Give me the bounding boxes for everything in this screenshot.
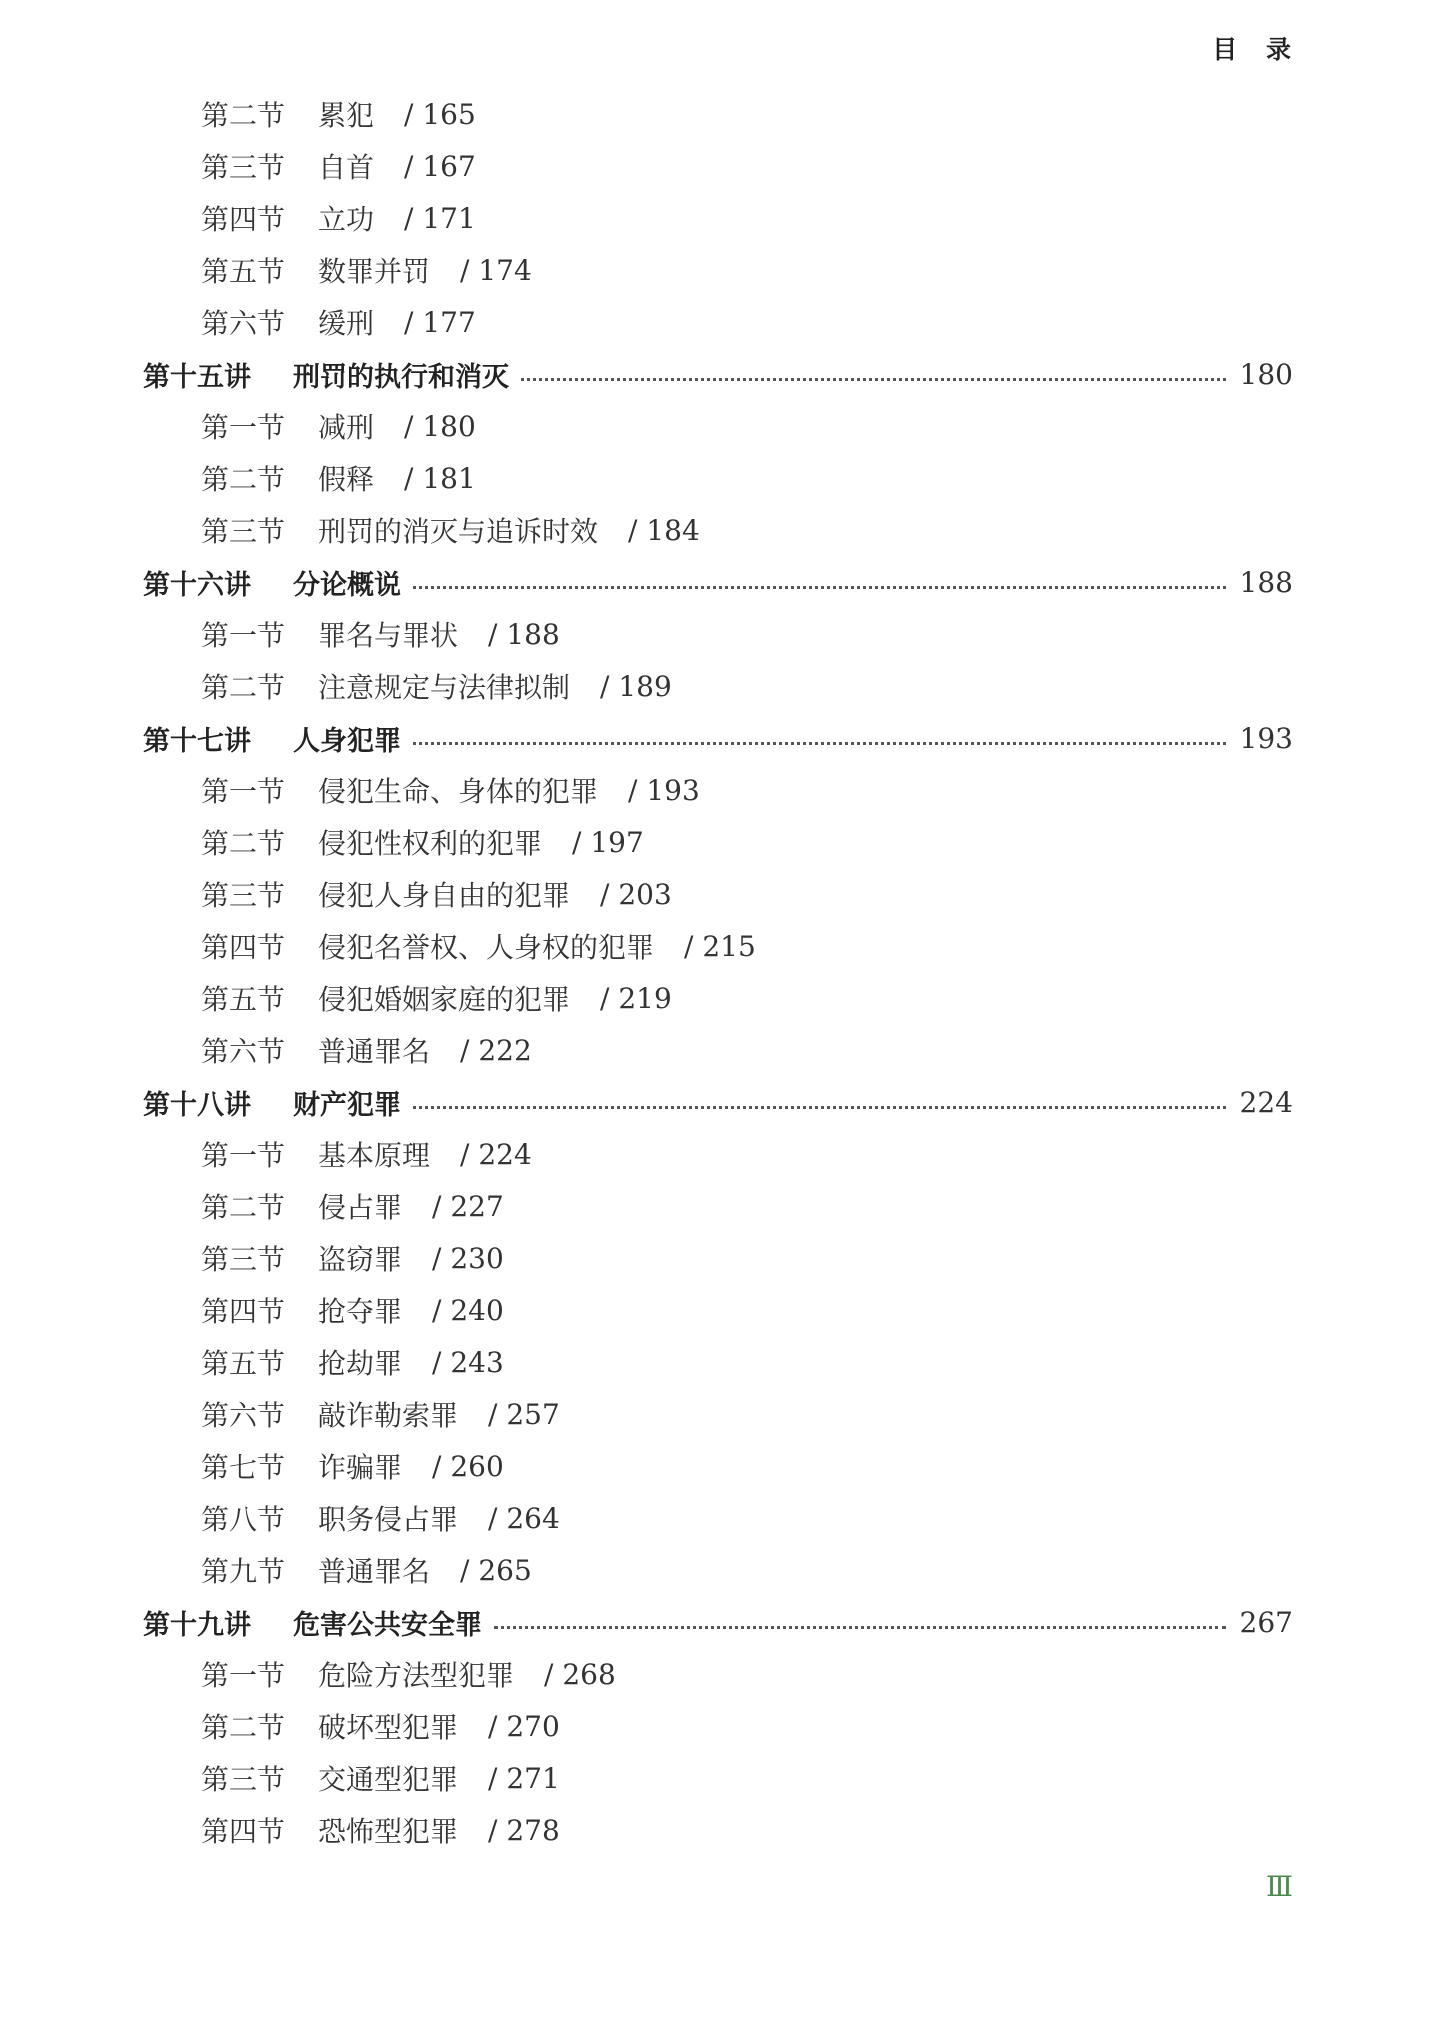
dot-leader — [413, 586, 1226, 589]
section-title: 侵犯名誉权、人身权的犯罪 — [318, 931, 655, 964]
section-number: 第三节 — [201, 151, 286, 184]
section-page: / 219 — [600, 981, 672, 1015]
toc-section-entry[interactable] — [143, 1128, 1293, 1180]
section-number: 第三节 — [201, 879, 286, 912]
toc-section-entry[interactable] — [143, 88, 1293, 140]
toc-section-entry[interactable] — [143, 1232, 1293, 1284]
toc-section-entry[interactable] — [143, 1752, 1293, 1804]
section-number: 第一节 — [201, 619, 286, 652]
toc-section-entry[interactable] — [143, 504, 1293, 556]
section-page: / 174 — [460, 253, 532, 287]
section-page: / 167 — [404, 149, 476, 183]
toc-section-entry[interactable] — [143, 1544, 1293, 1596]
section-number: 第二节 — [201, 1711, 286, 1744]
toc-section-entry[interactable] — [143, 1648, 1293, 1700]
section-page: / 180 — [404, 409, 476, 443]
section-number: 第三节 — [201, 1763, 286, 1796]
section-title: 立功 — [318, 203, 375, 236]
section-page: / 177 — [404, 305, 476, 339]
section-page: / 197 — [572, 825, 644, 859]
section-title: 数罪并罚 — [318, 255, 431, 288]
section-page: / 215 — [684, 929, 756, 963]
section-number: 第三节 — [201, 515, 286, 548]
section-page: / 230 — [432, 1241, 504, 1275]
section-title: 破坏型犯罪 — [318, 1711, 459, 1744]
section-page: / 224 — [460, 1137, 532, 1171]
toc-section-entry[interactable] — [143, 1700, 1293, 1752]
section-number: 第六节 — [201, 307, 286, 340]
section-page: / 257 — [488, 1397, 560, 1431]
section-title: 普通罪名 — [318, 1555, 431, 1588]
toc-chapter-entry[interactable] — [143, 348, 1293, 400]
toc-section-entry[interactable] — [143, 452, 1293, 504]
chapter-page: 267 — [1239, 1605, 1293, 1639]
section-number: 第七节 — [201, 1451, 286, 1484]
chapter-page: 193 — [1239, 721, 1293, 755]
toc-section-entry[interactable] — [143, 296, 1293, 348]
section-number: 第一节 — [201, 1659, 286, 1692]
section-title: 自首 — [318, 151, 375, 184]
section-title: 基本原理 — [318, 1139, 431, 1172]
section-page: / 193 — [628, 773, 700, 807]
section-number: 第二节 — [201, 463, 286, 496]
section-title: 普通罪名 — [318, 1035, 431, 1068]
section-number: 第五节 — [201, 983, 286, 1016]
section-page: / 171 — [404, 201, 476, 235]
chapter-title: 人身犯罪 — [293, 725, 401, 757]
section-page: / 189 — [600, 669, 672, 703]
toc-section-entry[interactable] — [143, 816, 1293, 868]
chapter-page: 224 — [1239, 1085, 1293, 1119]
chapter-number: 第十五讲 — [143, 361, 251, 393]
dot-leader — [413, 1106, 1226, 1109]
running-header: 目 录 — [1212, 35, 1301, 64]
section-page: / 240 — [432, 1293, 504, 1327]
toc-section-entry[interactable] — [143, 1804, 1293, 1856]
section-title: 刑罚的消灭与追诉时效 — [318, 515, 599, 548]
page-number: Ⅲ — [1266, 1870, 1294, 1903]
toc-chapter-entry[interactable] — [143, 556, 1293, 608]
section-number: 第四节 — [201, 1815, 286, 1848]
toc-section-entry[interactable] — [143, 608, 1293, 660]
toc-section-entry[interactable] — [143, 972, 1293, 1024]
section-page: / 243 — [432, 1345, 504, 1379]
section-title: 危险方法型犯罪 — [318, 1659, 515, 1692]
section-title: 侵占罪 — [318, 1191, 403, 1224]
section-title: 诈骗罪 — [318, 1451, 403, 1484]
section-number: 第二节 — [201, 827, 286, 860]
section-title: 注意规定与法律拟制 — [318, 671, 571, 704]
dot-leader — [521, 378, 1226, 381]
chapter-page: 180 — [1239, 357, 1293, 391]
dot-leader — [413, 742, 1226, 745]
toc-section-entry[interactable] — [143, 764, 1293, 816]
chapter-page: 188 — [1239, 565, 1293, 599]
toc-section-entry[interactable] — [143, 660, 1293, 712]
section-number: 第五节 — [201, 255, 286, 288]
section-number: 第二节 — [201, 1191, 286, 1224]
section-page: / 265 — [460, 1553, 532, 1587]
toc-section-entry[interactable] — [143, 1388, 1293, 1440]
section-page: / 270 — [488, 1709, 560, 1743]
chapter-number: 第十七讲 — [143, 725, 251, 757]
toc-section-entry[interactable] — [143, 1024, 1293, 1076]
section-title: 侵犯性权利的犯罪 — [318, 827, 543, 860]
section-page: / 165 — [404, 97, 476, 131]
section-page: / 181 — [404, 461, 476, 495]
section-number: 第六节 — [201, 1035, 286, 1068]
section-page: / 184 — [628, 513, 700, 547]
section-number: 第八节 — [201, 1503, 286, 1536]
section-page: / 227 — [432, 1189, 504, 1223]
section-number: 第四节 — [201, 931, 286, 964]
section-page: / 188 — [488, 617, 560, 651]
toc-section-entry[interactable] — [143, 192, 1293, 244]
toc-chapter-entry[interactable] — [143, 1596, 1293, 1648]
section-number: 第二节 — [201, 671, 286, 704]
section-title: 抢劫罪 — [318, 1347, 403, 1380]
section-page: / 268 — [544, 1657, 616, 1691]
section-number: 第四节 — [201, 1295, 286, 1328]
toc-section-entry[interactable] — [143, 1492, 1293, 1544]
section-page: / 222 — [460, 1033, 532, 1067]
section-title: 累犯 — [318, 99, 375, 132]
section-title: 侵犯生命、身体的犯罪 — [318, 775, 599, 808]
section-page: / 271 — [488, 1761, 560, 1795]
section-number: 第五节 — [201, 1347, 286, 1380]
section-number: 第六节 — [201, 1399, 286, 1432]
section-title: 盗窃罪 — [318, 1243, 403, 1276]
section-title: 侵犯人身自由的犯罪 — [318, 879, 571, 912]
chapter-title: 刑罚的执行和消灭 — [293, 361, 509, 393]
toc-section-entry[interactable] — [143, 868, 1293, 920]
section-title: 职务侵占罪 — [318, 1503, 459, 1536]
section-title: 敲诈勒索罪 — [318, 1399, 459, 1432]
section-number: 第四节 — [201, 203, 286, 236]
toc-section-entry[interactable] — [143, 1180, 1293, 1232]
section-page: / 260 — [432, 1449, 504, 1483]
toc-section-entry[interactable] — [143, 1336, 1293, 1388]
dot-leader — [494, 1626, 1226, 1629]
chapter-number: 第十六讲 — [143, 569, 251, 601]
chapter-number: 第十八讲 — [143, 1089, 251, 1121]
section-title: 抢夺罪 — [318, 1295, 403, 1328]
section-title: 减刑 — [318, 411, 375, 444]
section-title: 侵犯婚姻家庭的犯罪 — [318, 983, 571, 1016]
section-number: 第二节 — [201, 99, 286, 132]
section-title: 交通型犯罪 — [318, 1763, 459, 1796]
section-page: / 278 — [488, 1813, 560, 1847]
section-title: 恐怖型犯罪 — [318, 1815, 459, 1848]
toc-chapter-entry[interactable] — [143, 712, 1293, 764]
toc-section-entry[interactable] — [143, 1284, 1293, 1336]
section-title: 罪名与罪状 — [318, 619, 459, 652]
toc-section-entry[interactable] — [143, 244, 1293, 296]
chapter-title: 分论概说 — [293, 569, 401, 601]
table-of-contents — [143, 88, 1293, 1856]
toc-section-entry[interactable] — [143, 140, 1293, 192]
chapter-number: 第十九讲 — [143, 1609, 251, 1641]
section-page: / 264 — [488, 1501, 560, 1535]
section-title: 缓刑 — [318, 307, 375, 340]
toc-section-entry[interactable] — [143, 400, 1293, 452]
chapter-title: 危害公共安全罪 — [293, 1609, 482, 1641]
section-number: 第三节 — [201, 1243, 286, 1276]
section-number: 第一节 — [201, 775, 286, 808]
toc-section-entry[interactable] — [143, 1440, 1293, 1492]
toc-section-entry[interactable] — [143, 920, 1293, 972]
section-number: 第一节 — [201, 1139, 286, 1172]
section-title: 假释 — [318, 463, 375, 496]
section-number: 第九节 — [201, 1555, 286, 1588]
toc-chapter-entry[interactable] — [143, 1076, 1293, 1128]
section-number: 第一节 — [201, 411, 286, 444]
section-page: / 203 — [600, 877, 672, 911]
chapter-title: 财产犯罪 — [293, 1089, 401, 1121]
